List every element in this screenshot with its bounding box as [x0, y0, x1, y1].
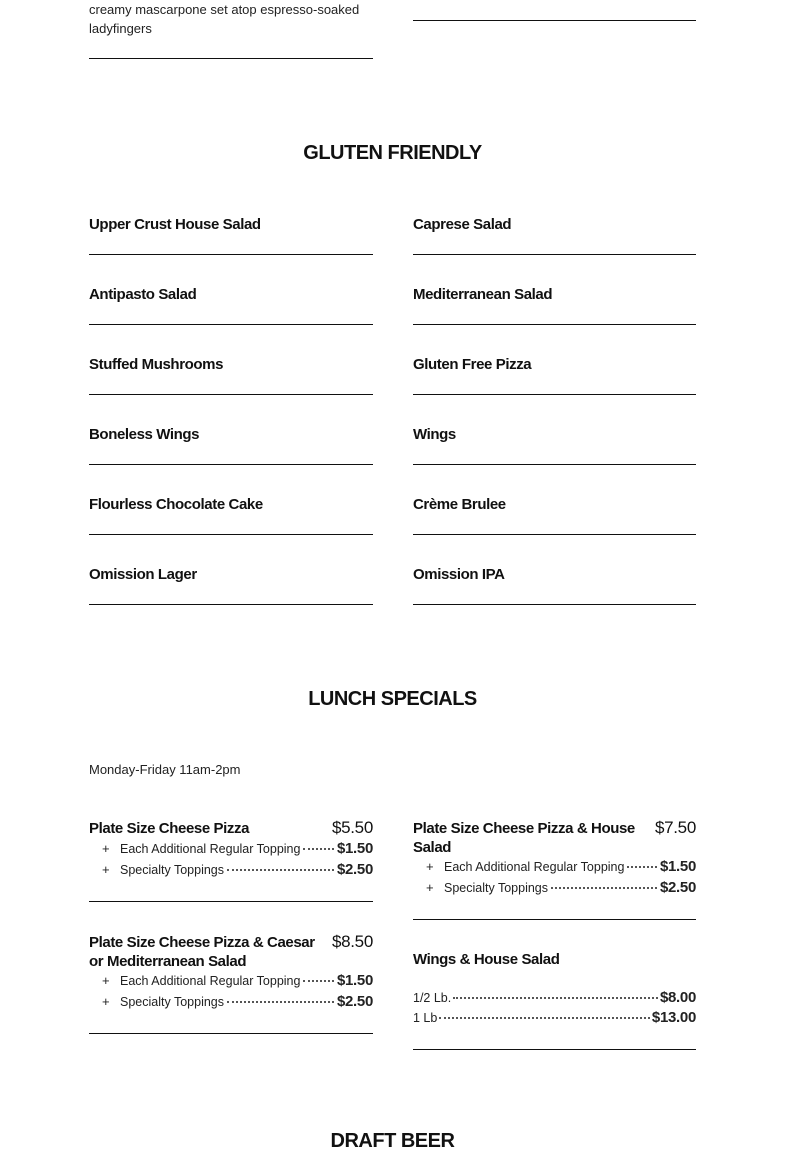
divider	[89, 604, 373, 605]
lunch-specials-heading: LUNCH SPECIALS	[308, 688, 477, 710]
dot-leader	[627, 866, 656, 868]
divider	[89, 254, 373, 255]
menu-item-upper-crust-house-salad: Upper Crust House Salad	[89, 216, 261, 233]
addon-price: $2.50	[336, 861, 373, 878]
plus-icon: +	[102, 862, 110, 877]
lunch-item-name: Plate Size Cheese Pizza	[89, 820, 250, 837]
plus-icon: +	[426, 859, 434, 874]
addon-row	[89, 972, 373, 989]
menu-item-flourless-chocolate-cake: Flourless Chocolate Cake	[89, 496, 263, 513]
menu-item-caprese-salad: Caprese Salad	[413, 216, 512, 233]
plus-icon: +	[102, 841, 110, 856]
menu-item-wings: Wings	[413, 426, 456, 443]
divider	[89, 1033, 373, 1034]
dot-leader	[453, 997, 658, 999]
addon-row	[89, 861, 373, 878]
tiramisu-description: creamy mascarpone set atop espresso-soaked ladyfingers	[89, 2, 360, 36]
size-row	[413, 1009, 696, 1026]
divider	[413, 1049, 696, 1050]
menu-item-gluten-free-pizza: Gluten Free Pizza	[413, 356, 532, 373]
menu-item-mediterranean-salad: Mediterranean Salad	[413, 286, 553, 303]
dot-leader	[303, 980, 333, 982]
lunch-item-name: Plate Size Cheese Pizza & House Salad	[413, 820, 635, 856]
addon-label: Specialty Toppings	[444, 881, 549, 895]
menu-item-creme-brulee: Crème Brulee	[413, 496, 506, 513]
addon-price: $2.50	[659, 879, 696, 896]
addon-label: Specialty Toppings	[120, 863, 225, 877]
menu-item-omission-ipa: Omission IPA	[413, 566, 505, 583]
menu-item-omission-lager: Omission Lager	[89, 566, 197, 583]
dot-leader	[227, 1001, 334, 1003]
size-label: 1 Lb	[413, 1011, 438, 1025]
divider	[89, 324, 373, 325]
divider	[413, 394, 696, 395]
divider	[89, 464, 373, 465]
addon-row	[89, 840, 373, 857]
menu-item-antipasto-salad: Antipasto Salad	[89, 286, 197, 303]
addon-row	[413, 879, 696, 896]
menu-item-stuffed-mushrooms: Stuffed Mushrooms	[89, 356, 224, 373]
addon-price: $1.50	[336, 840, 373, 857]
size-label: 1/2 Lb.	[413, 991, 452, 1005]
size-price: $8.00	[659, 989, 696, 1006]
divider	[413, 254, 696, 255]
lunch-item-price: $8.50	[331, 932, 373, 951]
divider	[413, 324, 696, 325]
plus-icon: +	[102, 994, 110, 1009]
plus-icon: +	[102, 973, 110, 988]
addon-price: $1.50	[659, 858, 696, 875]
divider	[413, 919, 696, 920]
plus-icon: +	[426, 880, 434, 895]
lunch-item-name: Wings & House Salad	[413, 951, 560, 968]
divider	[413, 464, 696, 465]
divider	[89, 394, 373, 395]
divider	[89, 58, 373, 59]
lunch-item-price: $7.50	[654, 818, 696, 837]
draft-beer-heading: DRAFT BEER	[330, 1130, 455, 1152]
addon-label: Each Additional Regular Topping	[120, 842, 301, 856]
addon-label: Each Additional Regular Topping	[444, 860, 625, 874]
menu-item-boneless-wings: Boneless Wings	[89, 426, 200, 443]
dot-leader	[303, 848, 333, 850]
lunch-hours: Monday-Friday 11am-2pm	[89, 762, 241, 777]
divider	[413, 20, 696, 21]
dot-leader	[551, 887, 657, 889]
size-price: $13.00	[651, 1009, 696, 1026]
dot-leader	[439, 1017, 650, 1019]
addon-row	[413, 858, 696, 875]
dot-leader	[227, 869, 334, 871]
addon-price: $2.50	[336, 993, 373, 1010]
divider	[413, 534, 696, 535]
lunch-item-price: $5.50	[331, 818, 373, 837]
divider	[89, 534, 373, 535]
addon-row	[89, 993, 373, 1010]
addon-price: $1.50	[336, 972, 373, 989]
addon-label: Specialty Toppings	[120, 995, 225, 1009]
divider	[89, 901, 373, 902]
addon-label: Each Additional Regular Topping	[120, 974, 301, 988]
lunch-item-name: Plate Size Cheese Pizza & Caesar or Mediterranean Salad	[89, 934, 315, 970]
size-row	[413, 989, 696, 1006]
divider	[413, 604, 696, 605]
gluten-friendly-heading: GLUTEN FRIENDLY	[303, 142, 482, 164]
